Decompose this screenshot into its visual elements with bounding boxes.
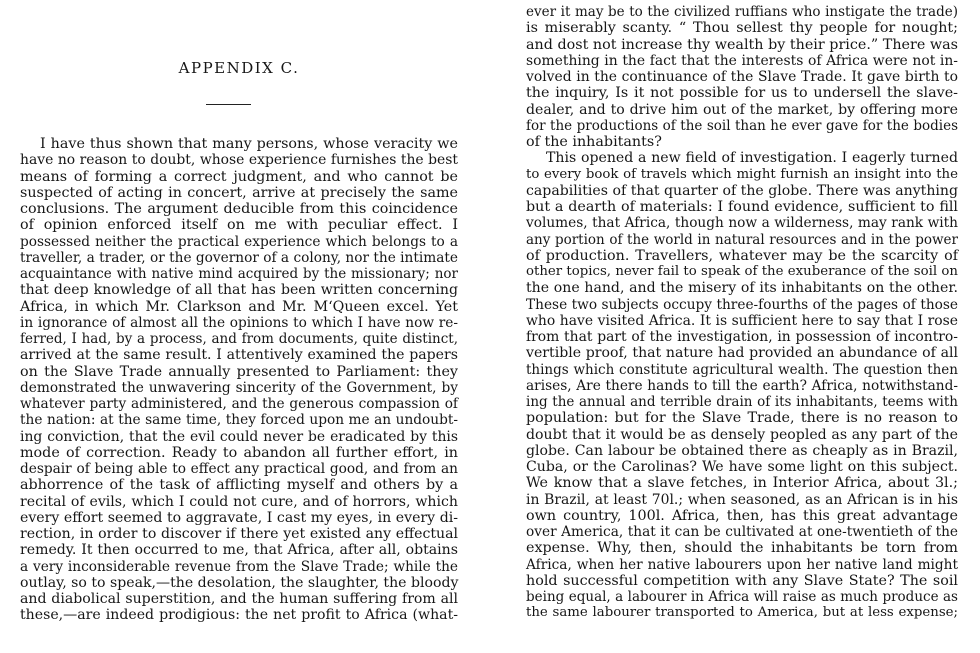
text-line: traveller, a trader, or the governor of a colony, nor the intimate [20, 249, 458, 266]
text-line: dealer, and to drive him out of the market, by offering more [526, 101, 958, 118]
text-line: and dost not increase thy wealth by their price.” There was [526, 36, 958, 53]
text-line: of opinion enforced itself on me with peculiar effect. I [20, 217, 458, 234]
text-line: whatever party administered, and the generous compassion of [20, 396, 458, 412]
text-line: who have visited Africa. It is sufficient here to say that I rose [526, 312, 958, 329]
text-line: other topics, never fail to speak of the exuberance of the soil on [526, 264, 958, 279]
text-line: but a dearth of materials: I found evidence, sufficient to fill [526, 199, 958, 215]
right-page-text [526, 4, 958, 622]
text-line: demonstrated the unwavering sincerity of the Government, by [20, 379, 458, 396]
text-line: volved in the continuance of the Slave Trade. It gave birth to [526, 69, 958, 85]
text-line: means of forming a correct judgment, and who cannot be [20, 168, 458, 185]
text-line: have no reason to doubt, whose experience furnishes the best [20, 152, 458, 169]
text-line: hold successful competition with any Slave State? The soil [526, 572, 958, 589]
text-line: that deep knowledge of all that has been written concerning [20, 282, 458, 299]
text-line: things which constitute agricultural wealth. The question then [526, 361, 958, 378]
text-line: doubt that it would be as densely peopled as any part of the [526, 426, 958, 443]
text-line: We know that a slave fetches, in Interior Africa, about 3l.; [526, 475, 958, 492]
left-page-text [20, 136, 458, 624]
text-line: ever it may be to the civilized ruffians who instigate the trade) [526, 4, 958, 20]
text-line: acquaintance with native mind acquired by the missionary; nor [20, 266, 458, 282]
text-line: ferred, I had, by a process, and from documents, quite distinct, [20, 331, 458, 347]
text-line: This opened a new field of investigation. I eagerly turned [546, 150, 958, 167]
text-line: conclusions. The argument deducible from this coincidence [20, 201, 458, 217]
text-line: the inquiry, Is it not possible for us to undersell the slave- [526, 85, 958, 102]
text-line: over America, that it can be cultivated at one-twentieth of the [526, 524, 958, 540]
text-line: rection, in order to discover if there yet existed any effectual [20, 526, 458, 542]
text-line: recital of evils, which I could not cure, and of horrors, which [20, 493, 458, 510]
text-line: ing conviction, that the evil could never be eradicated by this [20, 428, 458, 445]
text-line: for the productions of the soil than he ever gave for the bodies [526, 117, 958, 134]
text-line: arises, Are there hands to till the earth? Africa, notwithstand- [526, 377, 958, 394]
text-line: These two subjects occupy three-fourths of the pages of those [526, 296, 958, 313]
text-line: own country, 100l. Africa, then, has this great advantage [526, 507, 958, 524]
text-line: remedy. It then occurred to me, that Africa, after all, obtains [20, 542, 458, 559]
text-line: the one hand, and the misery of its inhabitants on the other. [526, 280, 958, 297]
text-line: on the Slave Trade annually presented to Parliament: they [20, 363, 458, 380]
text-line: from that part of the investigation, in possession of incontro- [526, 329, 958, 345]
text-line: despair of being able to effect any practical good, and from an [20, 461, 458, 477]
text-line: and diabolical superstition, and the human suffering from all [20, 591, 458, 607]
text-line: every effort seemed to aggravate, I cast my eyes, in every di- [20, 509, 458, 526]
text-line: the nation: at the same time, they forced upon me an undoubt- [20, 412, 458, 429]
text-line: abhorrence of the task of afflicting myself and others by a [20, 477, 458, 494]
text-line: possessed neither the practical experience which belongs to a [20, 233, 458, 250]
text-line: suspected of acting in concert, arrive at precisely the same [20, 184, 458, 201]
text-line: I have thus shown that many persons, whose veracity we [40, 136, 458, 152]
text-line: vertible proof, that nature had provided an abundance of all [526, 345, 958, 362]
text-line: Africa, in which Mr. Clarkson and Mr. M‘Queen excel. Yet [20, 298, 458, 315]
text-line: outlay, so to speak,—the desolation, the slaughter, the bloody [20, 574, 459, 591]
text-line: Cuba, or the Carolinas? We have some light on this subject. [526, 459, 958, 475]
text-line: volumes, that Africa, though now a wilderness, may rank with [526, 215, 958, 232]
text-line: arrived at the same result. I attentively examined the papers [20, 347, 458, 364]
text-line: is miserably scanty. “ Thou sellest thy people for nought; [526, 20, 958, 37]
text-line: Africa, when her native labourers upon her native land might [526, 556, 958, 573]
page-heading: APPENDIX C. [178, 59, 300, 77]
text-line: the same labourer transported to America, but at less expense; [526, 605, 958, 621]
text-line: these,—are indeed prodigious: the net profit to Africa (what- [20, 607, 458, 624]
heading-rule [206, 104, 251, 105]
text-line: mode of correction. Ready to abandon all further effort, in [20, 444, 458, 461]
text-line: globe. Can labour be obtained there as cheaply as in Brazil, [526, 442, 958, 459]
text-line: any portion of the world in natural resources and in the power [526, 231, 958, 248]
text-line: of the inhabitants? [526, 134, 662, 150]
text-line: in ignorance of almost all the opinions to which I have now re- [20, 314, 458, 331]
text-line: in Brazil, at least 70l.; when seasoned, as an African is in his [526, 491, 958, 508]
text-line: ing the annual and terrible drain of its inhabitants, teems with [526, 394, 958, 410]
text-line: something in the fact that the interests of Africa were not in- [526, 52, 958, 69]
text-line: population: but for the Slave Trade, there is no reason to [526, 410, 958, 427]
text-line: of production. Travellers, whatever may be the scarcity of [526, 247, 958, 264]
text-line: to every book of travels which might furnish an insight into the [526, 166, 958, 182]
text-line: a very inconsiderable revenue from the Slave Trade; while the [20, 558, 458, 575]
text-line: being equal, a labourer in Africa will raise as much produce as [526, 589, 958, 605]
text-line: capabilities of that quarter of the globe. There was anything [526, 182, 958, 199]
text-line: expense. Why, then, should the inhabitants be torn from [526, 540, 958, 557]
